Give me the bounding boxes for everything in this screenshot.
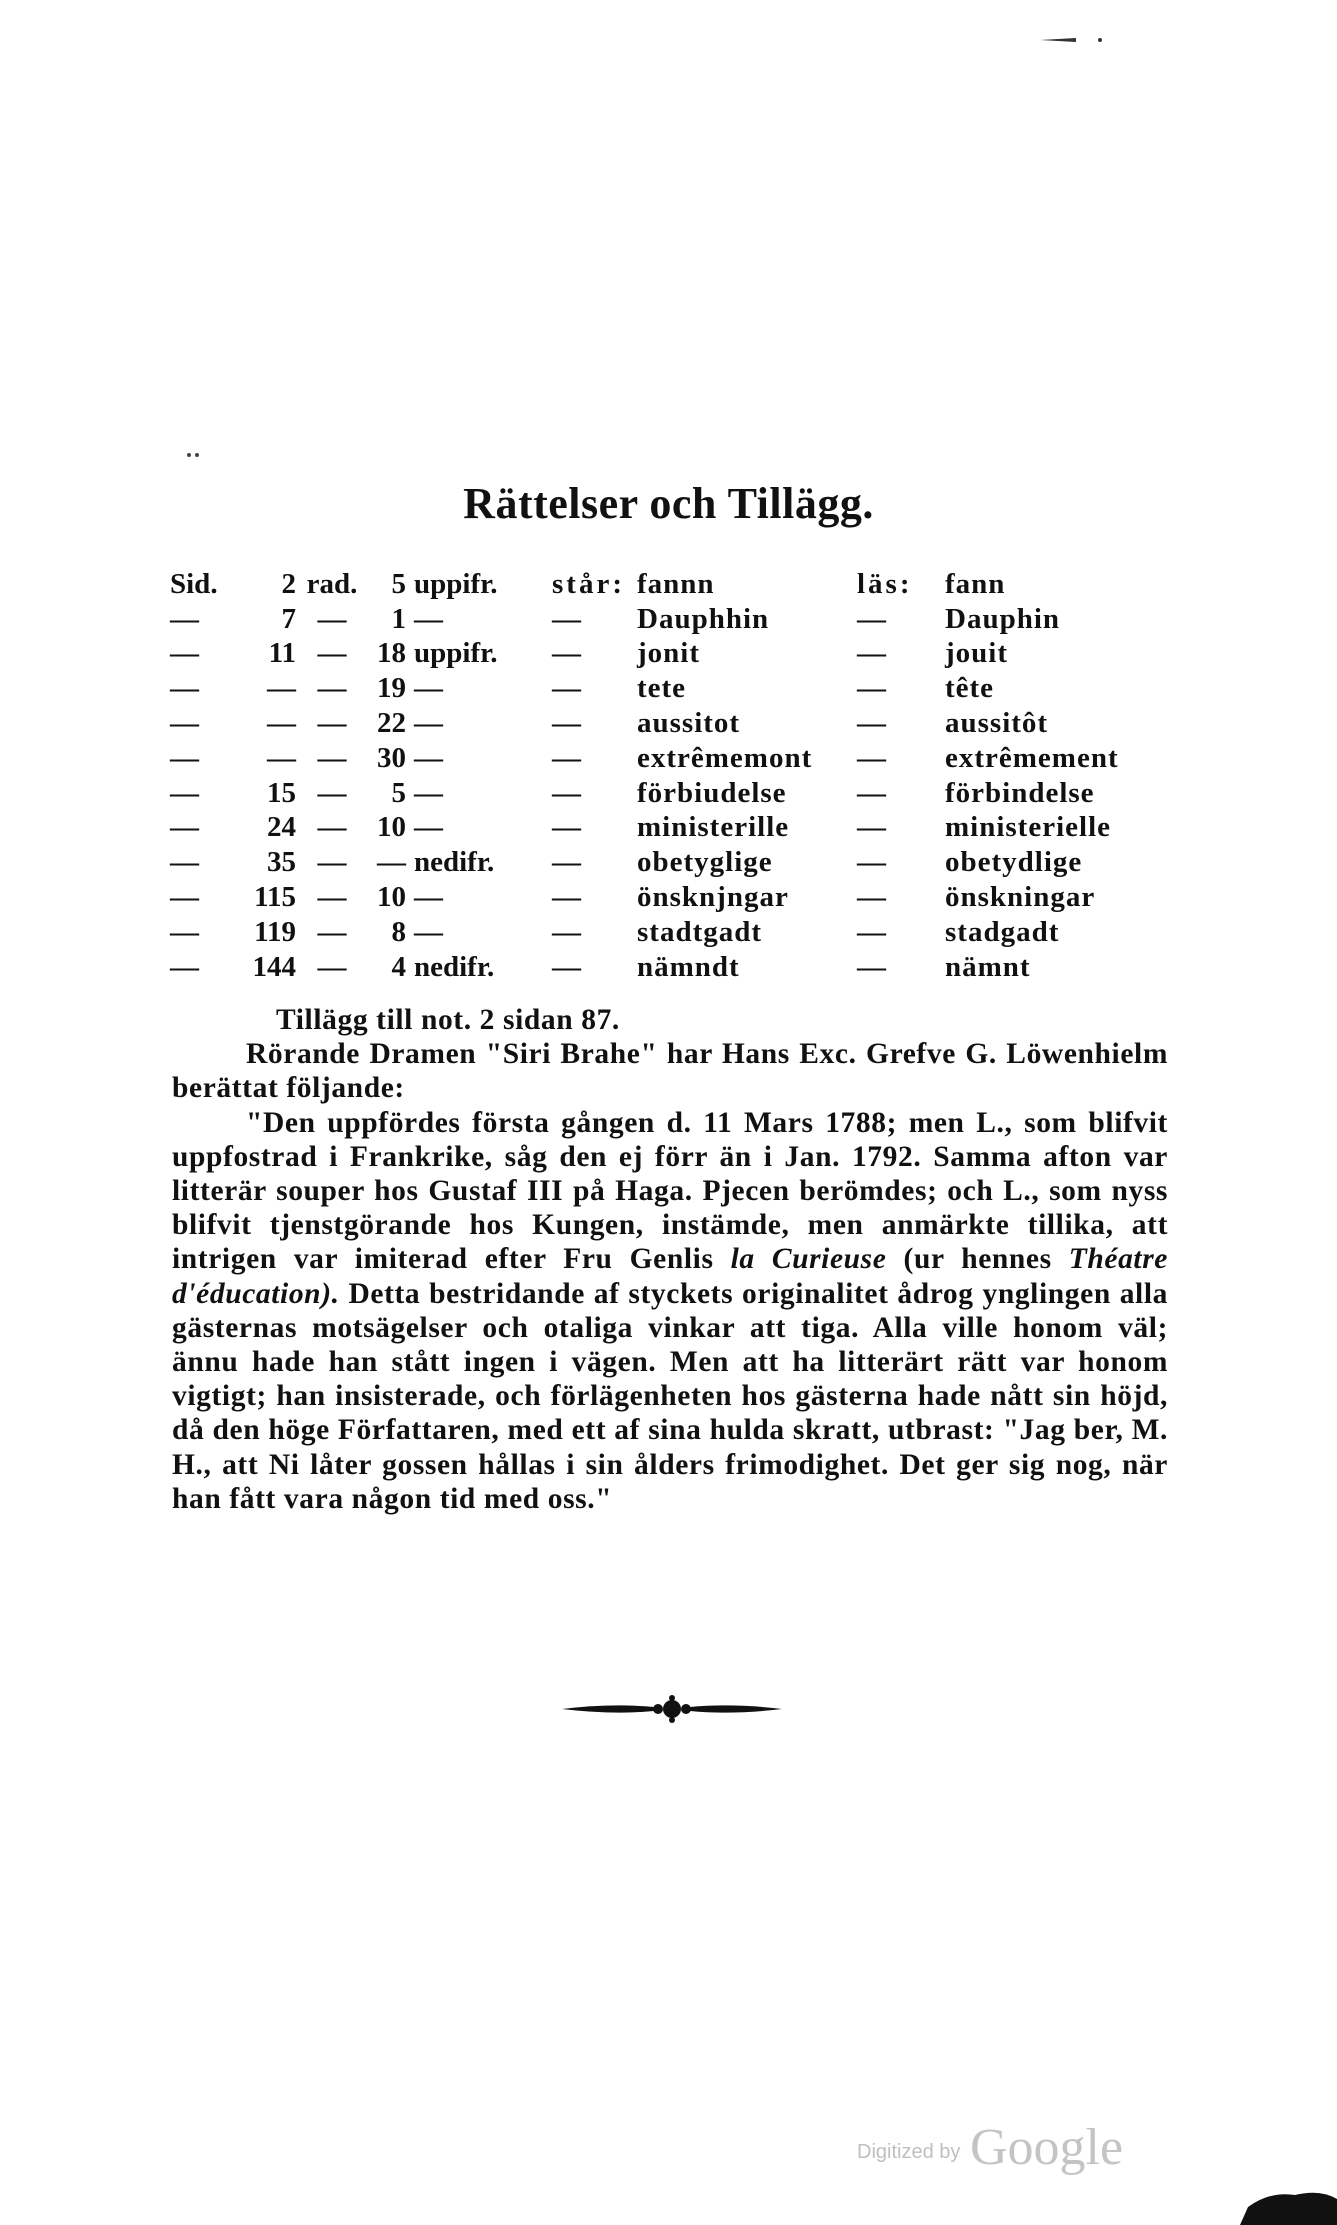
errata-table (170, 567, 1145, 985)
errata-row (170, 637, 1145, 672)
google-logo: Google (970, 2119, 1124, 2176)
errata-cell-page: 2 (281, 567, 296, 600)
errata-cell-where: uppifr. (414, 567, 498, 600)
errata-cell-page: 15 (267, 776, 296, 809)
errata-cell-las: — (857, 672, 886, 705)
errata-cell-page: — (267, 672, 296, 705)
errata-cell-wrong: fannn (637, 567, 715, 600)
errata-row (170, 741, 1145, 776)
errata-cell-wrong: stadtgadt (637, 915, 763, 948)
errata-cell-where: — (414, 811, 443, 844)
errata-cell-star: — (552, 950, 581, 983)
anecdote-text-a: "Den uppfördes första gången d. 11 Mars 1788; men L., som blifvit uppfostrad i Frankrike, såg den ej förr än i Jan. 1792. Samma afton var litterär souper hos Gustaf III på Haga. Pjecen berömdes; och L., som nyss blifvit tjenstgörande hos Kungen, instämde, men anmärkte tillika, att intrigen var imiterad efter Fru Genlis (172, 1106, 1168, 1276)
errata-cell-las: — (857, 602, 886, 635)
errata-row (170, 776, 1145, 811)
errata-cell-where: — (414, 915, 443, 948)
errata-cell-line: 10 (377, 881, 406, 914)
errata-cell-wrong: önsknjngar (637, 881, 789, 914)
errata-cell-las: — (857, 776, 886, 809)
errata-cell-right: ministerielle (945, 811, 1112, 844)
errata-cell-star: — (552, 811, 581, 844)
errata-cell-sid: — (170, 915, 199, 948)
errata-cell-rad: — (317, 707, 347, 740)
errata-cell-line: 18 (377, 637, 406, 670)
errata-cell-wrong: jonit (637, 637, 700, 670)
errata-cell-sid: — (170, 881, 199, 914)
errata-cell-rad: — (317, 672, 347, 705)
paragraph-anecdote (172, 1106, 1168, 1516)
errata-cell-wrong: ministerille (637, 811, 790, 844)
errata-cell-sid: — (170, 602, 199, 635)
errata-cell-wrong: tete (637, 672, 687, 705)
errata-cell-where: nedifr. (414, 950, 495, 983)
errata-cell-line: 5 (391, 567, 406, 600)
errata-cell-right: Dauphin (945, 602, 1061, 635)
errata-cell-star: — (552, 846, 581, 879)
anecdote-italic-source: Théatre d'éducation). (172, 1243, 1168, 1310)
errata-cell-right: obetydlige (945, 846, 1083, 879)
errata-cell-wrong: förbiudelse (637, 776, 787, 809)
errata-cell-line: 8 (391, 915, 406, 948)
errata-cell-right: förbindelse (945, 776, 1095, 809)
errata-cell-las: — (857, 741, 886, 774)
errata-row (170, 811, 1145, 846)
anecdote-text-b: (ur hennes (886, 1243, 1069, 1276)
errata-row (170, 950, 1145, 985)
errata-cell-wrong: obetyglige (637, 846, 773, 879)
errata-cell-las: — (857, 915, 886, 948)
errata-cell-las: — (857, 707, 886, 740)
errata-header-row (170, 567, 1145, 602)
errata-cell-where: — (414, 776, 443, 809)
errata-cell-right: önskningar (945, 881, 1096, 914)
ink-blot-corner (1240, 2185, 1337, 2225)
errata-cell-sid: — (170, 776, 199, 809)
errata-cell-wrong: extrêmemont (637, 741, 813, 774)
errata-cell-rad: — (317, 881, 347, 914)
errata-cell-wrong: aussitot (637, 707, 741, 740)
errata-cell-rad: — (317, 637, 347, 670)
errata-cell-sid: — (170, 811, 199, 844)
errata-cell-star: — (552, 637, 581, 670)
errata-cell-line: 10 (377, 811, 406, 844)
errata-cell-page: — (267, 741, 296, 774)
errata-cell-star: — (552, 602, 581, 635)
errata-cell-sid: — (170, 846, 199, 879)
anecdote-italic-title: la Curieuse (730, 1243, 887, 1276)
errata-cell-page: — (267, 707, 296, 740)
errata-row (170, 602, 1145, 637)
errata-cell-page: 24 (267, 811, 296, 844)
errata-cell-page: 35 (267, 846, 296, 879)
errata-cell-right: aussitôt (945, 707, 1049, 740)
errata-cell-las: — (857, 846, 886, 879)
errata-cell-right: nämnt (945, 950, 1031, 983)
errata-cell-wrong: Dauphhin (637, 602, 770, 635)
errata-cell-page: 119 (254, 915, 296, 948)
errata-cell-rad: — (317, 602, 347, 635)
paragraph-intro: Rörande Dramen "Siri Brahe" har Hans Exc. Grefve G. Löwenhielm berättat följande: (172, 1038, 1168, 1105)
errata-cell-rad: — (317, 811, 347, 844)
errata-cell-page: 115 (254, 881, 296, 914)
errata-cell-rad: — (317, 950, 347, 983)
errata-row (170, 915, 1145, 950)
errata-cell-las: läs: (857, 567, 913, 600)
errata-cell-line: 4 (391, 950, 406, 983)
errata-row (170, 845, 1145, 880)
errata-cell-line: 22 (377, 707, 406, 740)
errata-cell-line: 30 (377, 741, 406, 774)
digitized-by-label: Digitized by (857, 2141, 961, 2163)
errata-cell-star: — (552, 776, 581, 809)
errata-cell-right: tête (945, 672, 995, 705)
errata-cell-star: — (552, 741, 581, 774)
errata-cell-star: — (552, 672, 581, 705)
errata-cell-right: extrêmement (945, 741, 1119, 774)
errata-cell-where: — (414, 881, 443, 914)
errata-cell-sid: — (170, 950, 199, 983)
errata-cell-line: 5 (391, 776, 406, 809)
errata-cell-where: — (414, 672, 443, 705)
addition-heading: Tillägg till not. 2 sidan 87. (276, 1004, 620, 1036)
errata-cell-line: — (377, 846, 406, 879)
anecdote-text-c: Detta bestridande af styckets originalitet ådrog ynglingen alla gästernas motsägelser och otaliga vinkar att tiga. Alla ville honom väl; ännu hade han stått ingen i vägen. Men att ha litterärt rätt var honom vigtigt; han insisterade, och förlägenheten hos gästerna hade nått sin höjd, då den höge Författaren, med ett af sina hulda skratt, utbrast: "Jag ber, M. H., att Ni låter gossen hållas i sin ålders frimodighet. Det ger sig nog, när han fått vara någon tid med oss." (172, 1277, 1168, 1515)
errata-cell-sid: Sid. (170, 567, 218, 600)
page-title: Rättelser och Tillägg. (463, 479, 874, 528)
errata-cell-where: — (414, 602, 443, 635)
errata-cell-rad: rad. (306, 567, 358, 600)
ornament-divider (562, 1692, 782, 1726)
errata-cell-page: 11 (268, 637, 296, 670)
errata-cell-right: jouit (945, 637, 1008, 670)
errata-cell-rad: — (317, 915, 347, 948)
errata-cell-las: — (857, 881, 886, 914)
ink-speck-left (183, 450, 223, 460)
errata-cell-las: — (857, 950, 886, 983)
errata-cell-page: 144 (252, 950, 296, 983)
errata-cell-wrong: nämndt (637, 950, 740, 983)
errata-cell-sid: — (170, 707, 199, 740)
errata-row (170, 706, 1145, 741)
errata-cell-where: — (414, 741, 443, 774)
errata-cell-line: 1 (391, 602, 406, 635)
errata-row (170, 671, 1145, 706)
errata-cell-sid: — (170, 637, 199, 670)
errata-cell-star: — (552, 881, 581, 914)
errata-cell-where: nedifr. (414, 846, 495, 879)
errata-cell-las: — (857, 637, 886, 670)
errata-cell-las: — (857, 811, 886, 844)
ink-speck-top (1040, 34, 1120, 46)
errata-cell-rad: — (317, 846, 347, 879)
errata-cell-page: 7 (281, 602, 296, 635)
errata-cell-star: — (552, 707, 581, 740)
errata-cell-right: stadgadt (945, 915, 1060, 948)
errata-row (170, 880, 1145, 915)
errata-cell-where: — (414, 707, 443, 740)
errata-cell-star: — (552, 915, 581, 948)
errata-cell-rad: — (317, 741, 347, 774)
errata-cell-right: fann (945, 567, 1006, 600)
errata-cell-sid: — (170, 741, 199, 774)
errata-cell-line: 19 (377, 672, 406, 705)
errata-cell-rad: — (317, 776, 347, 809)
errata-cell-sid: — (170, 672, 199, 705)
errata-cell-star: står: (552, 567, 625, 600)
addition-text (172, 1003, 1168, 1516)
errata-cell-where: uppifr. (414, 637, 498, 670)
